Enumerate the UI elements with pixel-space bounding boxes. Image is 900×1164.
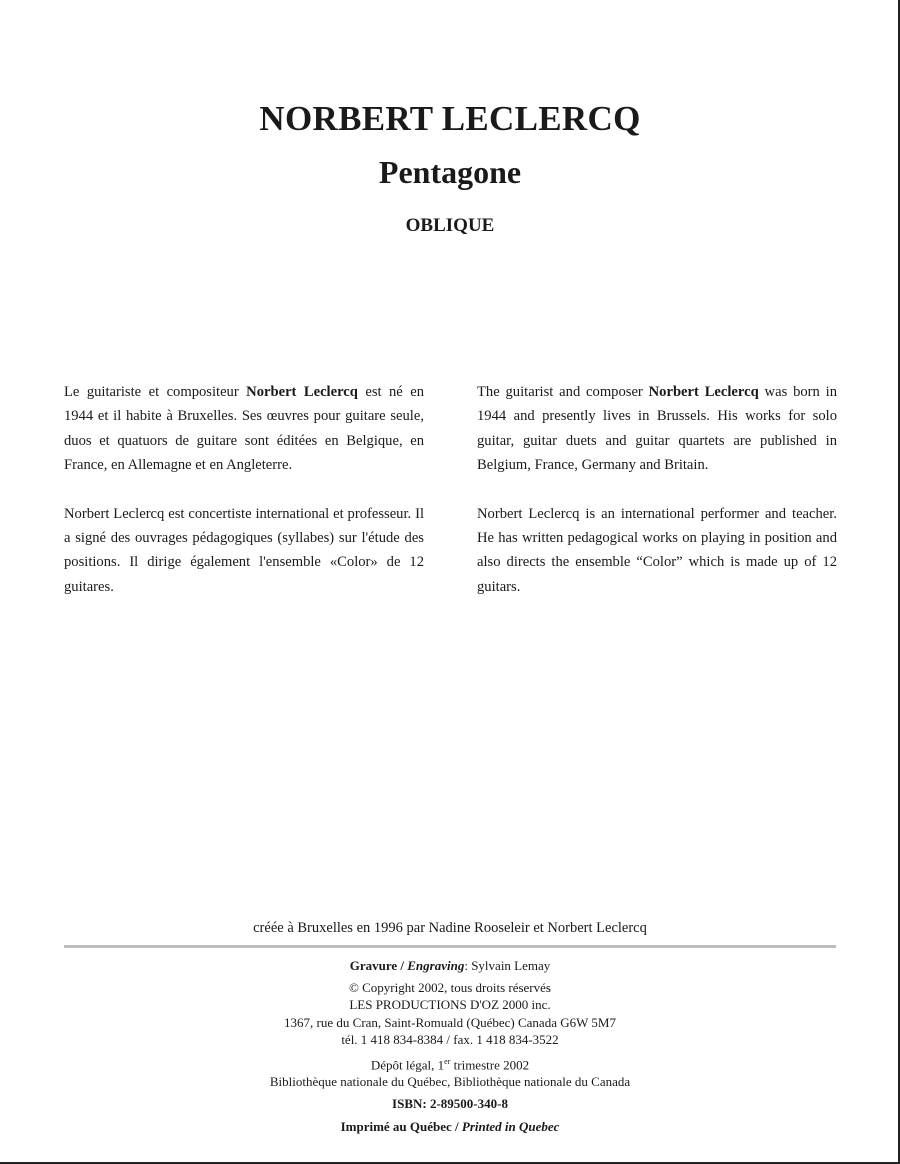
publication-credits [0,957,900,1136]
series-name: OBLIQUE [405,215,495,236]
national-libraries: Bibliothèque nationale du Québec, Bibliothèque nationale du Canada [269,1074,631,1090]
publisher-address: 1367, rue du Cran, Saint-Romuald (Québec) Canada G6W 5M7 [284,1014,616,1030]
isbn: ISBN: 2-89500-340-8 [392,1095,508,1111]
legal-deposit: Dépôt légal, 1er trimestre 2002 [370,1056,530,1072]
bio-en-paragraph-1: The guitarist and composer Norbert Leclercq was born in 1944 and presently lives in Brussels. His works for solo guitar, guitar duets and guitar quartets are published in Belgium, France, Germany and Britain. [477,384,838,474]
copyright-line: © Copyright 2002, tous droits réservés [349,979,551,995]
bio-fr-composer-name: Norbert Leclercq [246,384,358,400]
bio-en-paragraph-2: Norbert Leclercq is an international performer and teacher. He has written pedagogical works on playing in position and also directs the ensemble “Color” which is made up of 12 guitars. [477,505,837,595]
creation-note: créée à Bruxelles en 1996 par Nadine Rooseleir et Norbert Leclercq [253,920,647,936]
divider-rule [64,945,836,948]
biography-french [64,380,424,623]
engraving-credit: Gravure / Engraving: Sylvain Lemay [349,958,551,973]
bio-fr-paragraph-1: Le guitariste et compositeur Norbert Leclercq est né en 1944 et il habite à Bruxelles. Ses œuvres pour guitare seule, duos et quatuors de guitare sont éditées en Belgique, en France, en Allemagne et en Angleterre. [64,384,425,474]
biography-english [477,380,837,623]
bio-en-composer-name: Norbert Leclercq [648,384,759,400]
printed-in: Imprimé au Québec / Printed in Quebec [340,1119,560,1135]
publisher-name: LES PRODUCTIONS D'OZ 2000 inc. [349,997,551,1012]
composer-name: NORBERT LECLERCQ [259,99,641,138]
work-title: Pentagone [378,154,522,190]
publisher-phone-fax: tél. 1 418 834-8384 / fax. 1 418 834-3522 [341,1032,559,1047]
title-block [0,98,900,238]
bio-fr-paragraph-2: Norbert Leclercq est concertiste international et professeur. Il a signé des ouvrages pédagogiques (syllabes) sur l'étude des positions. Il dirige également l'ensemble «Color» de 12 guitares. [64,505,424,595]
